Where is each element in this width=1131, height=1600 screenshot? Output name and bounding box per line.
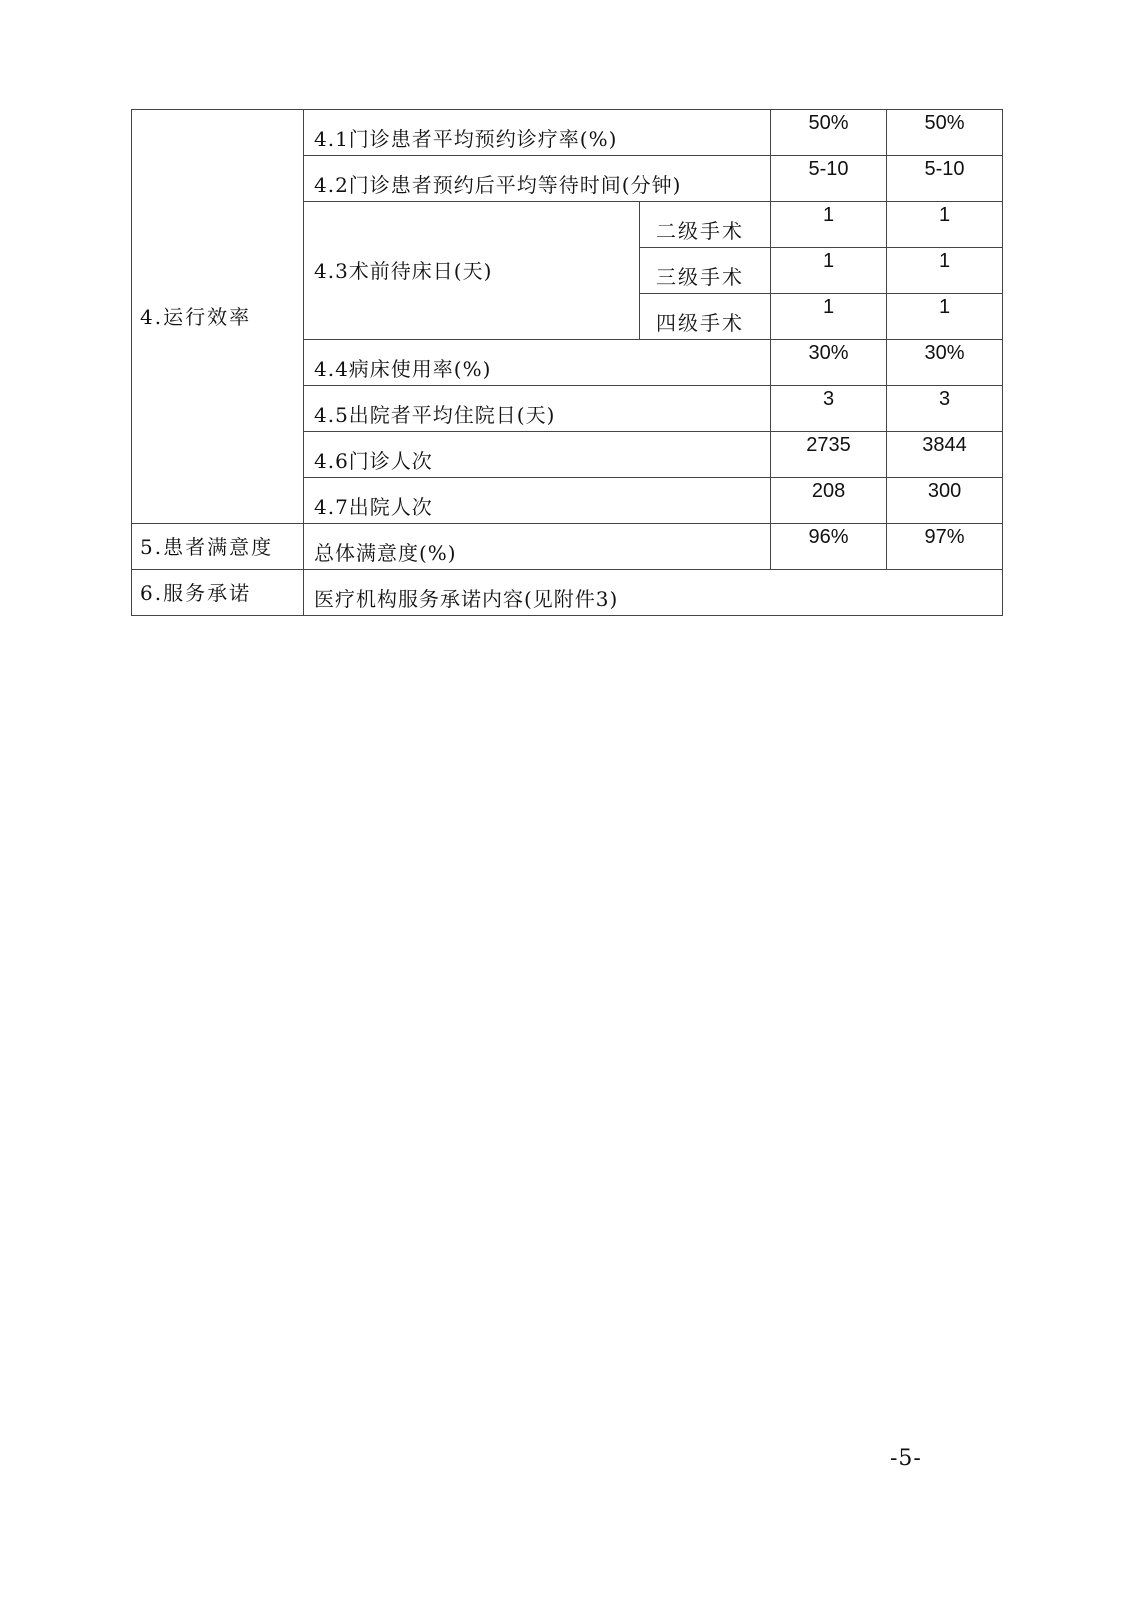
value-cell: 30%: [887, 340, 1003, 386]
value-cell: 50%: [887, 110, 1003, 156]
value-cell: 3: [771, 386, 887, 432]
category-commitment: 6.服务承诺: [132, 570, 304, 616]
value-cell: 300: [887, 478, 1003, 524]
category-efficiency: 4.运行效率: [132, 110, 304, 524]
value-cell: 1: [887, 294, 1003, 340]
surgery-level-label: 四级手术: [640, 294, 771, 340]
value-cell: 1: [887, 248, 1003, 294]
table-row: [132, 570, 1003, 616]
page-number: -5-: [890, 1446, 922, 1471]
table-row: [132, 110, 1003, 156]
surgery-level-label: 二级手术: [640, 202, 771, 248]
surgery-level-label: 三级手术: [640, 248, 771, 294]
value-cell: 96%: [771, 524, 887, 570]
row-label: 4.3术前待床日(天): [304, 202, 640, 340]
metrics-table: [131, 109, 1003, 616]
value-cell: 5-10: [887, 156, 1003, 202]
value-cell: 97%: [887, 524, 1003, 570]
row-label: 4.4病床使用率(%): [304, 340, 771, 386]
value-cell: 1: [771, 294, 887, 340]
row-label: 医疗机构服务承诺内容(见附件3): [304, 570, 1003, 616]
row-label: 4.7出院人次: [304, 478, 771, 524]
value-cell: 1: [771, 202, 887, 248]
value-cell: 3844: [887, 432, 1003, 478]
value-cell: 5-10: [771, 156, 887, 202]
value-cell: 1: [771, 248, 887, 294]
value-cell: 30%: [771, 340, 887, 386]
value-cell: 50%: [771, 110, 887, 156]
row-label: 总体满意度(%): [304, 524, 771, 570]
row-label: 4.6门诊人次: [304, 432, 771, 478]
value-cell: 2735: [771, 432, 887, 478]
table-row: [132, 524, 1003, 570]
value-cell: 3: [887, 386, 1003, 432]
row-label: 4.2门诊患者预约后平均等待时间(分钟): [304, 156, 771, 202]
row-label: 4.1门诊患者平均预约诊疗率(%): [304, 110, 771, 156]
value-cell: 208: [771, 478, 887, 524]
value-cell: 1: [887, 202, 1003, 248]
category-satisfaction: 5.患者满意度: [132, 524, 304, 570]
row-label: 4.5出院者平均住院日(天): [304, 386, 771, 432]
